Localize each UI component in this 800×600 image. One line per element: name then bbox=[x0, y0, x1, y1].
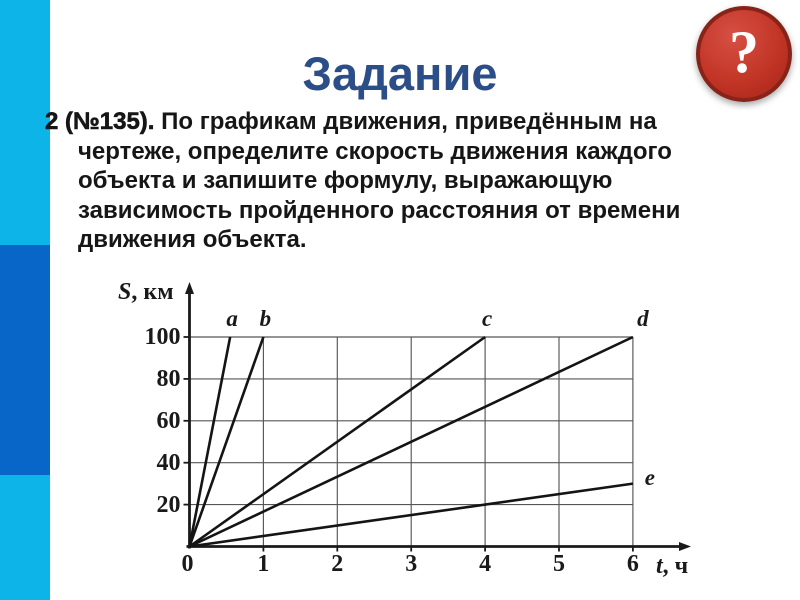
problem-number: 2 (№135). bbox=[45, 108, 155, 135]
x-tick-label: 5 bbox=[553, 551, 565, 577]
question-mark-icon: ? bbox=[729, 19, 759, 85]
problem-line: движения объекта. bbox=[78, 226, 307, 253]
x-tick-label: 4 bbox=[479, 551, 492, 577]
x-tick-label: 2 bbox=[331, 551, 344, 577]
accent-segment-top bbox=[0, 0, 50, 245]
x-axis-label: t, ч bbox=[656, 553, 689, 579]
y-tick-label: 20 bbox=[156, 491, 181, 518]
help-button[interactable] bbox=[696, 6, 792, 102]
problem-line: объекта и запишите формулу, выражающую bbox=[78, 167, 613, 194]
y-tick-label: 100 bbox=[144, 324, 181, 350]
left-accent-bar bbox=[0, 0, 50, 600]
curve-label-c: c bbox=[481, 306, 493, 331]
y-tick-label: 40 bbox=[156, 449, 181, 476]
x-tick-label: 6 bbox=[626, 551, 639, 577]
x-tick-label: 0 bbox=[181, 551, 194, 577]
accent-segment-middle bbox=[0, 245, 50, 475]
y-tick-label: 80 bbox=[156, 365, 181, 392]
curve-label-b: b bbox=[259, 306, 272, 331]
curve-label-e: e bbox=[644, 464, 655, 490]
page-title: Задание bbox=[302, 47, 498, 100]
y-axis-label: S, км bbox=[118, 279, 174, 305]
accent-segment-bottom bbox=[0, 475, 50, 600]
x-tick-label: 3 bbox=[405, 551, 418, 577]
problem-line: чертеже, определите скорость движения каждого bbox=[78, 137, 672, 165]
curve-label-a: a bbox=[226, 306, 238, 331]
problem-line: 2 (№135). По графикам движения, приведённым на bbox=[45, 108, 657, 135]
problem-text bbox=[45, 107, 745, 255]
x-tick-label: 1 bbox=[257, 551, 270, 577]
curve-label-d: d bbox=[637, 306, 649, 331]
problem-line: зависимость пройденного расстояния от времени bbox=[78, 196, 681, 224]
y-tick-label: 60 bbox=[156, 407, 181, 434]
